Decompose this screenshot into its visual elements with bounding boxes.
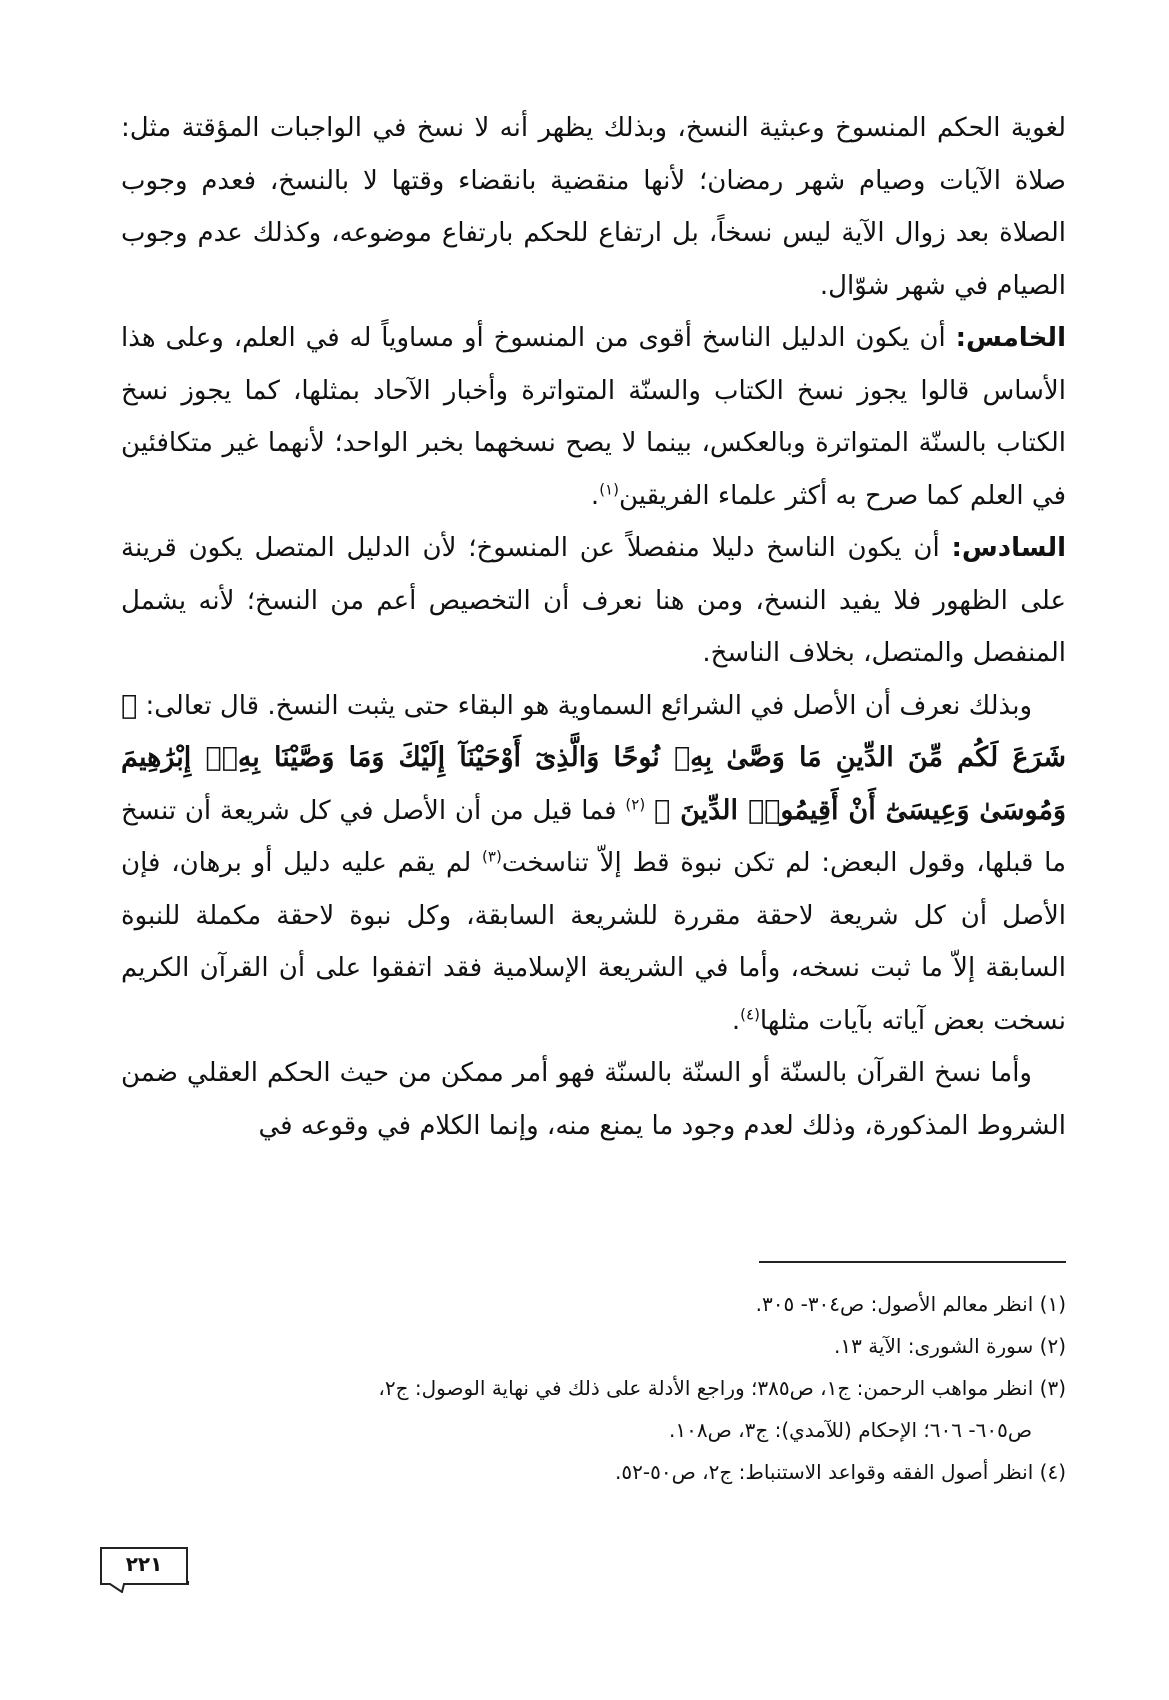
paragraph-sixth-condition [121,522,1066,680]
fifth-condition-end: . [590,480,600,511]
footnote-3-line-2: ص٦٠٥- ٦٠٦؛ الإحكام (للآمدي): ج٣، ص١٠٨. [668,1418,1032,1442]
principle-text-2: فما قيل من أن الأصل في كل شريعة أن تنسخ ما قبلها، وقول البعض: لم تكن نبوة قط إلاّ تناسخت [121,795,1067,878]
main-text-block [121,102,1066,1152]
page-number-frame [100,1547,188,1583]
footnote-ref-4: (٤) [740,1004,760,1023]
sixth-condition-text: أن يكون الناسخ دليلا منفصلاً عن المنسوخ؛ لأن الدليل المتصل يكون قرينة على الظهور فلا يفيد النسخ، ومن هنا نعرف أن التخصيص أعم من النسخ؛ لأنه يشمل المنفصل والمتصل، بخلاف الناسخ. [121,533,1066,668]
footnote-2: (٢) سورة الشورى: الآية ١٣. [834,1334,1066,1358]
paragraph-abrogation-principle [121,680,1066,1048]
footnote-1: (١) انظر معالم الأصول: ص٣٠٤- ٣٠٥. [755,1292,1066,1316]
paragraph-1 [121,102,1066,312]
paragraph-fifth-condition [121,312,1066,522]
principle-text-1: وبذلك نعرف أن الأصل في الشرائع السماوية هو البقاء حتى يثبت النسخ. قال تعالى: [137,690,1032,721]
page-number-corner-ornament [100,1581,190,1593]
footnotes-section [121,1283,1066,1493]
fifth-condition-label: الخامس: [955,323,1066,353]
paragraph-quran-sunnah [121,1047,1066,1152]
principle-end: . [731,1005,741,1036]
page-number: ٢٢١ [125,1552,163,1576]
quran-verse: ﴿ شَرَعَ لَكُم مِّنَ الدِّينِ مَا وَصَّىٰ بِهِۦ نُوحًا وَالَّذِىٓ أَوْحَيْنَآ إِلَيْكَ وَمَا وَصَّيْنَا بِهِۦٓ إِبْرَٰهِيمَ وَمُوسَىٰ وَعِيسَىٰٓ أَنْ أَقِيمُوا۟ الدِّينَ ﴾ [121,689,1067,826]
footnote-ref-3: (٣) [482,847,502,866]
paragraph-1-text: لغوية الحكم المنسوخ وعبثية النسخ، وبذلك يظهر أنه لا نسخ في الواجبات المؤقتة مثل: صلاة الآيات وصيام شهر رمضان؛ لأنها منقضية بانقضاء وقتها لا بالنسخ، فعدم وجوب الصلاة بعد زوال الآية ليس نسخاً، بل ارتفاع للحكم بارتفاع موضوعه، وكذلك عدم وجوب الصيام في شهر شوّال. [121,113,1066,301]
footnote-ref-1: (١) [599,479,619,498]
footnote-ref-2: (٢) [625,794,646,813]
sixth-condition-label: السادس: [951,533,1066,563]
footnote-separator [759,1261,1066,1263]
footnote-3-line-1: (٣) انظر مواهب الرحمن: ج١، ص٣٨٥؛ وراجع الأدلة على ذلك في نهاية الوصول: ج٢، [378,1376,1066,1400]
footnote-4: (٤) انظر أصول الفقه وقواعد الاستنباط: ج٢، ص٥٠-٥٢. [615,1460,1066,1484]
quran-sunnah-text: وأما نسخ القرآن بالسنّة أو السنّة بالسنّة فهو أمر ممكن من حيث الحكم العقلي ضمن الشروط المذكورة، وذلك لعدم وجود ما يمنع منه، وإنما الكلام في وقوعه في [121,1058,1066,1141]
principle-text-3: لم يقم عليه دليل أو برهان، فإن الأصل أن كل شريعة لاحقة مقررة للشريعة السابقة، وكل نبوة لاحقة مكملة للنبوة السابقة إلاّ ما ثبت نسخه، وأما في الشريعة الإسلامية فقد اتفقوا على أن القرآن الكريم نسخت بعض آياته بآيات مثلها [121,848,1066,1036]
fifth-condition-text: أن يكون الدليل الناسخ أقوى من المنسوخ أو مساوياً له في العلم، وعلى هذا الأساس قالوا يجوز نسخ الكتاب والسنّة المتواترة وأخبار الآحاد بمثلها، كما يجوز نسخ الكتاب بالسنّة المتواترة وبالعكس، بينما لا يصح نسخهما بخبر الواحد؛ لأنهما غير متكافئين في العلم كما صرح به أكثر علماء الفريقين [121,323,1066,511]
